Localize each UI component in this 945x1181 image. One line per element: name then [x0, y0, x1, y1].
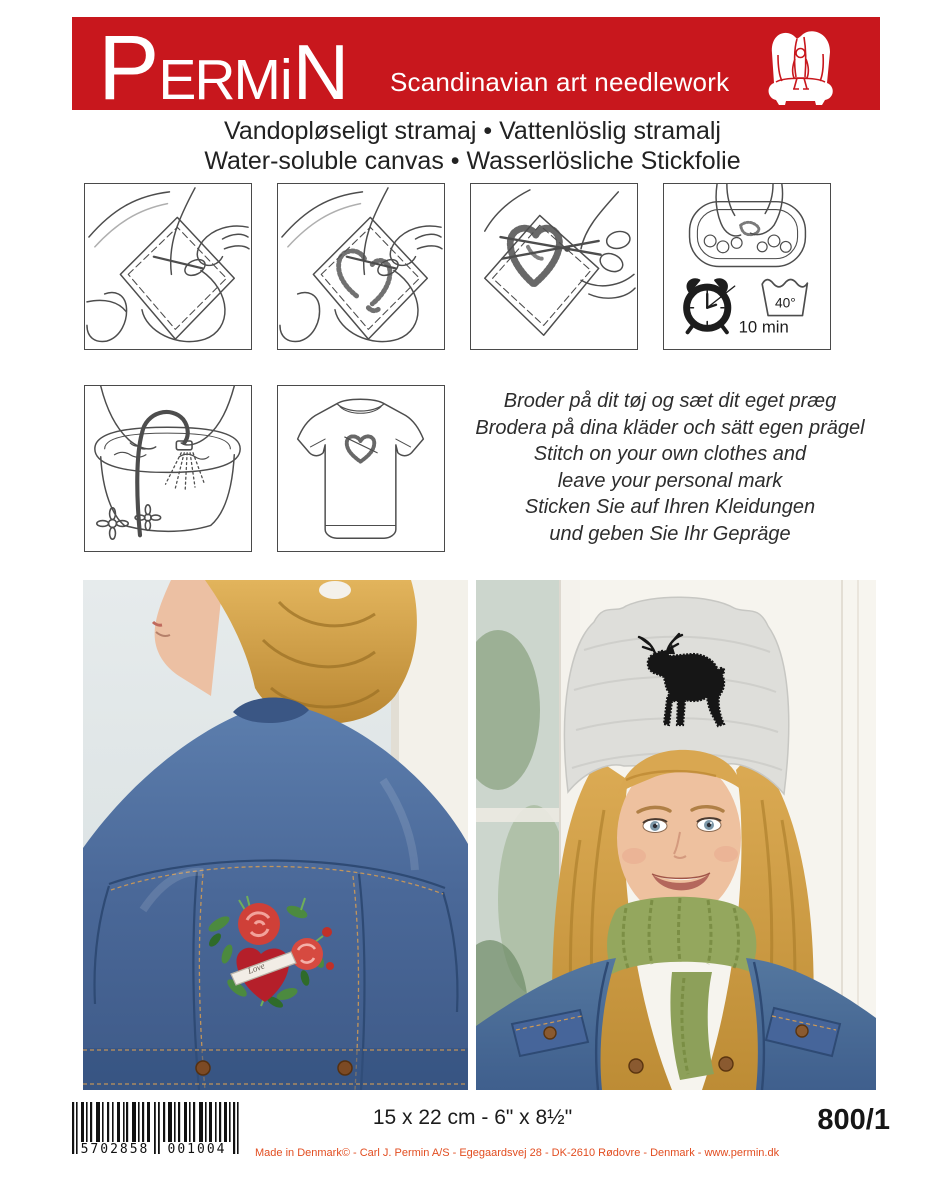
- brand-letter: N: [292, 28, 349, 117]
- embroidery-banner-text: Love: [246, 960, 267, 976]
- finished-shirt-icon: [278, 386, 443, 550]
- title-line-scandinavian: Vandopløseligt stramaj • Vattenlöslig stramalj: [224, 117, 721, 145]
- product-title: [0, 116, 945, 176]
- jacket-button: [719, 1057, 733, 1071]
- promo-text-block: [452, 388, 888, 547]
- soak-in-water-icon: [664, 184, 829, 348]
- brand-letter: i: [280, 48, 292, 113]
- wash-40-symbol: [762, 280, 807, 316]
- beanie-photo-art: [476, 580, 876, 1090]
- instruction-step-2: [277, 183, 445, 350]
- partial-heart-stitches: [339, 251, 390, 311]
- cut-canvas-icon: [471, 184, 636, 348]
- rinse-under-tap-icon: [85, 386, 250, 550]
- manufacturer-imprint: Made in Denmark© - Carl J. Permin A/S - Egegaardsvej 28 - DK-2610 Rødovre - Denmark - www.permin.dk: [255, 1147, 780, 1159]
- promo-line-english1: Stitch on your own clothes and: [533, 443, 807, 465]
- jacket-button: [338, 1061, 352, 1075]
- photo-beanie-deer: [476, 580, 876, 1090]
- wash-temperature-label: 40°: [774, 295, 796, 311]
- photo-denim-jacket-rose: [83, 580, 468, 1090]
- instruction-step-1: [84, 183, 252, 350]
- brand-banner: [72, 17, 880, 120]
- jacket-button: [196, 1061, 210, 1075]
- jacket-button: [629, 1059, 643, 1073]
- instruction-step-5: [84, 385, 252, 552]
- soak-time-label: 10 min: [738, 317, 789, 337]
- brand-tagline: Scandinavian art needlework: [390, 67, 730, 97]
- instruction-step-4: [663, 183, 831, 350]
- denim-jacket-photo-art: [83, 580, 468, 1090]
- promo-line-danish: Broder på dit tøj og sæt dit eget præg: [503, 390, 837, 412]
- brand-letter: ERM: [158, 48, 280, 113]
- barcode-digits-left: 5702858: [80, 1142, 150, 1157]
- stitch-motif-icon: [278, 184, 443, 348]
- title-line-english-german: Water-soluble canvas • Wasserlösliche Stickfolie: [204, 147, 741, 175]
- barcode-digits-right: 001004: [167, 1142, 227, 1157]
- promo-line-english2: leave your personal mark: [557, 469, 783, 492]
- product-code: 800/1: [817, 1104, 890, 1136]
- promo-line-german1: Sticken Sie auf Ihren Kleidungen: [524, 496, 816, 518]
- promo-line-german2: und geben Sie Ihr Gepräge: [549, 522, 791, 545]
- instruction-step-3: [470, 183, 638, 350]
- instruction-step-6: [277, 385, 445, 552]
- alarm-clock-icon: [687, 279, 735, 332]
- product-dimensions: 15 x 22 cm - 6" x 8½": [372, 1106, 573, 1129]
- brand-logo: [98, 17, 349, 120]
- armchair-logo-icon: [764, 25, 838, 109]
- promo-line-swedish: Brodera på dina kläder och sätt egen prägel: [475, 416, 865, 439]
- hair-scrunchie: [319, 581, 351, 599]
- baste-canvas-icon: [85, 184, 250, 348]
- heart-motif-on-shirt: [345, 436, 377, 461]
- tap-handles: [97, 505, 161, 539]
- brand-letter: P: [98, 17, 159, 120]
